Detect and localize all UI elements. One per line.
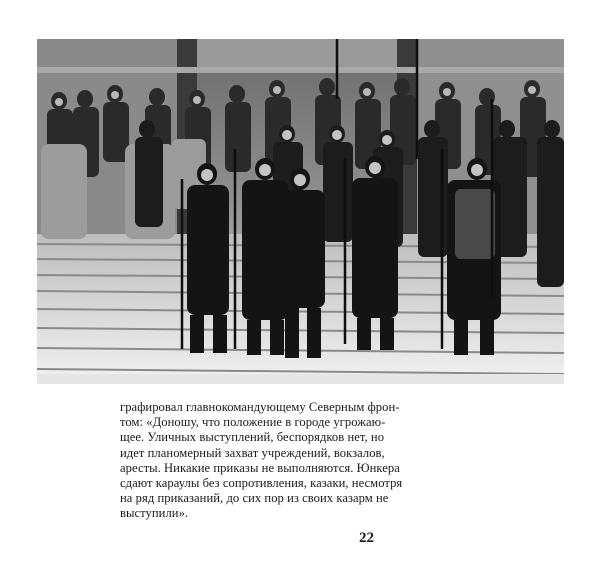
- body-text: [120, 400, 403, 522]
- page-number: 22: [359, 530, 374, 546]
- group-photograph: [37, 39, 564, 384]
- text-line: щее. Уличных выступлений, беспорядков нет, но: [120, 430, 385, 445]
- text-line: выступили».: [120, 506, 189, 521]
- text-line: на ряд приказаний, до сих пор из своих казарм не: [120, 491, 389, 506]
- text-line: графировал главнокомандующему Северным фрон-: [120, 400, 400, 414]
- photo-illustration: [37, 39, 564, 384]
- text-line: том: «Доношу, что положение в городе угрожаю-: [120, 415, 386, 430]
- text-line: идет планомерный захват учреждений, вокзалов,: [120, 445, 385, 460]
- text-line: аресты. Никакие приказы не выполняются. Юнкера: [120, 460, 400, 475]
- text-line: сдают караулы без сопротивления, казаки, несмотря: [120, 476, 403, 491]
